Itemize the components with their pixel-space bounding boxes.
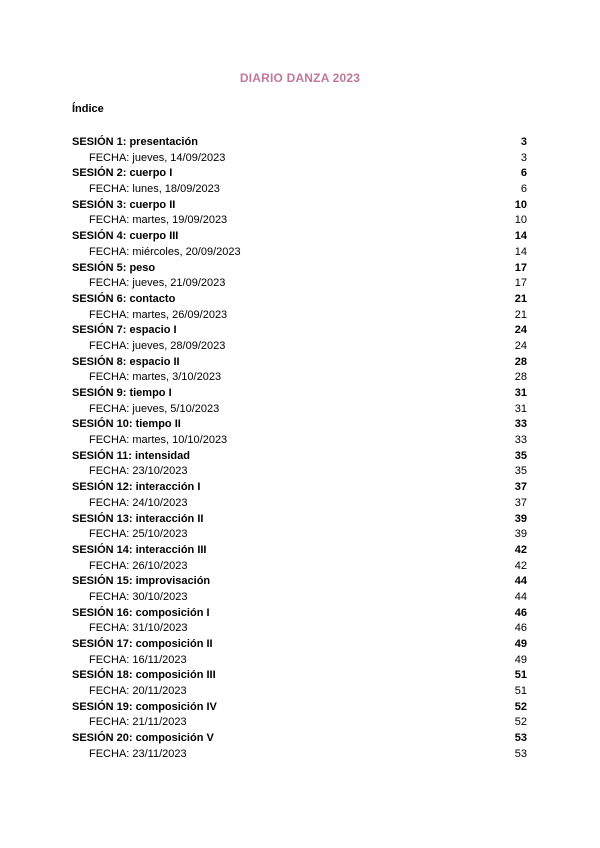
toc-date-link[interactable] — [72, 590, 527, 606]
toc-session-link[interactable] — [72, 731, 527, 747]
toc-page-number: 10 — [514, 198, 527, 211]
toc-date-text: FECHA: jueves, 28/09/2023 — [89, 339, 226, 352]
toc-date-text: FECHA: 31/10/2023 — [89, 622, 188, 635]
toc-page-number: 10 — [514, 214, 527, 227]
toc-session-title: SESIÓN 19: composición IV — [72, 700, 217, 713]
toc-session-link[interactable] — [72, 512, 527, 528]
toc-session-title: SESIÓN 4: cuerpo III — [72, 230, 179, 243]
toc-date-text: FECHA: 21/11/2023 — [89, 716, 187, 729]
toc-page-number: 49 — [514, 638, 527, 650]
toc-entry — [72, 229, 527, 260]
toc-page-number: 24 — [514, 339, 527, 352]
toc-date-link[interactable] — [72, 245, 527, 261]
toc-date-link[interactable] — [72, 308, 527, 324]
toc-date-text: FECHA: 24/10/2023 — [89, 496, 188, 509]
toc-session-title: SESIÓN 14: interacción III — [72, 543, 207, 556]
toc-entry — [72, 731, 527, 762]
toc-entry — [72, 417, 527, 448]
toc-session-link[interactable] — [72, 292, 527, 308]
toc-session-link[interactable] — [72, 355, 527, 371]
toc-date-text: FECHA: jueves, 14/09/2023 — [89, 151, 226, 164]
toc-session-link[interactable] — [72, 386, 527, 402]
toc-date-text: FECHA: miércoles, 20/09/2023 — [89, 245, 241, 258]
toc-date-link[interactable] — [72, 715, 527, 731]
toc-session-link[interactable] — [72, 323, 527, 339]
toc-session-link[interactable] — [72, 417, 527, 433]
toc-page-number: 17 — [514, 277, 527, 290]
toc-session-link[interactable] — [72, 606, 527, 622]
toc-date-link[interactable] — [72, 433, 527, 449]
toc-session-title: SESIÓN 13: interacción II — [72, 512, 204, 525]
toc-date-text: FECHA: 23/10/2023 — [89, 465, 188, 478]
toc-session-title: SESIÓN 18: composición III — [72, 669, 216, 682]
toc-session-title: SESIÓN 1: presentación — [72, 136, 198, 148]
toc-date-link[interactable] — [72, 213, 527, 229]
toc-entry — [72, 637, 527, 668]
toc-date-link[interactable] — [72, 276, 527, 292]
toc-date-text: FECHA: lunes, 18/09/2023 — [89, 183, 220, 196]
toc-date-text: FECHA: 25/10/2023 — [89, 528, 188, 541]
toc-session-title: SESIÓN 7: espacio I — [72, 324, 177, 337]
toc-page-number: 21 — [514, 308, 527, 321]
toc-page-number: 35 — [514, 465, 527, 478]
toc-entry — [72, 166, 527, 197]
toc-page-number: 53 — [514, 747, 527, 760]
toc-page-number: 35 — [514, 449, 527, 462]
toc-page-number: 39 — [514, 528, 527, 541]
toc-session-title: SESIÓN 16: composición I — [72, 606, 210, 619]
toc-page-number: 44 — [514, 575, 527, 588]
toc-date-link[interactable] — [72, 339, 527, 355]
toc-session-link[interactable] — [72, 166, 527, 182]
toc-entry — [72, 480, 527, 511]
table-of-contents — [72, 135, 527, 763]
toc-date-link[interactable] — [72, 402, 527, 418]
toc-date-text: FECHA: martes, 10/10/2023 — [89, 434, 228, 447]
toc-page-number: 14 — [514, 245, 527, 258]
toc-entry — [72, 198, 527, 229]
toc-entry — [72, 668, 527, 699]
toc-page-number: 31 — [514, 387, 527, 399]
toc-page-number: 42 — [514, 543, 527, 556]
toc-date-text: FECHA: 23/11/2023 — [89, 747, 187, 760]
toc-session-link[interactable] — [72, 668, 527, 684]
toc-session-title: SESIÓN 11: intensidad — [72, 449, 190, 462]
toc-date-text: FECHA: jueves, 21/09/2023 — [89, 277, 226, 290]
toc-page-number: 39 — [514, 512, 527, 525]
toc-page-number: 3 — [520, 151, 527, 164]
toc-entry — [72, 449, 527, 480]
toc-date-text: FECHA: 20/11/2023 — [89, 685, 187, 698]
toc-session-title: SESIÓN 17: composición II — [72, 638, 213, 650]
toc-date-link[interactable] — [72, 684, 527, 700]
toc-page-number: 17 — [514, 261, 527, 274]
toc-session-title: SESIÓN 2: cuerpo I — [72, 167, 173, 180]
index-heading: Índice — [72, 103, 104, 115]
toc-entry — [72, 135, 527, 166]
toc-entry — [72, 323, 527, 354]
toc-session-link[interactable] — [72, 198, 527, 214]
toc-date-text: FECHA: 16/11/2023 — [89, 653, 187, 666]
toc-session-title: SESIÓN 9: tiempo I — [72, 387, 172, 399]
toc-entry — [72, 355, 527, 386]
document-title: DIARIO DANZA 2023 — [239, 71, 361, 85]
toc-page-number: 42 — [514, 559, 527, 572]
toc-date-link[interactable] — [72, 747, 527, 763]
toc-date-text: FECHA: martes, 3/10/2023 — [89, 371, 222, 384]
toc-date-text: FECHA: 30/10/2023 — [89, 590, 188, 603]
toc-page-number: 51 — [514, 669, 527, 682]
toc-session-link[interactable] — [72, 700, 527, 716]
toc-entry — [72, 292, 527, 323]
toc-page-number: 49 — [514, 653, 527, 666]
toc-session-title: SESIÓN 20: composición V — [72, 732, 214, 745]
toc-date-text: FECHA: martes, 19/09/2023 — [89, 214, 228, 227]
toc-page-number: 52 — [514, 716, 527, 729]
toc-session-link[interactable] — [72, 229, 527, 245]
toc-session-link[interactable] — [72, 480, 527, 496]
toc-entry — [72, 543, 527, 574]
toc-session-title: SESIÓN 8: espacio II — [72, 355, 180, 368]
toc-page-number: 31 — [514, 402, 527, 415]
toc-session-title: SESIÓN 5: peso — [72, 261, 156, 274]
toc-date-link[interactable] — [72, 182, 527, 198]
toc-session-title: SESIÓN 10: tiempo II — [72, 418, 181, 431]
toc-page-number: 33 — [514, 418, 527, 431]
toc-session-link[interactable] — [72, 261, 527, 277]
toc-page-number: 28 — [514, 371, 527, 384]
toc-session-link[interactable] — [72, 637, 527, 653]
toc-date-link[interactable] — [72, 464, 527, 480]
toc-page-number: 53 — [514, 732, 527, 745]
toc-session-link[interactable] — [72, 574, 527, 590]
toc-date-text: FECHA: jueves, 5/10/2023 — [89, 402, 220, 415]
toc-page-number: 51 — [514, 685, 527, 698]
toc-date-link[interactable] — [72, 527, 527, 543]
toc-session-link[interactable] — [72, 543, 527, 559]
toc-page-number: 3 — [520, 136, 527, 148]
toc-page-number: 37 — [514, 481, 527, 494]
toc-entry — [72, 574, 527, 605]
toc-page-number: 14 — [514, 230, 527, 243]
toc-date-link[interactable] — [72, 496, 527, 512]
toc-session-title: SESIÓN 12: interacción I — [72, 481, 201, 494]
toc-date-link[interactable] — [72, 559, 527, 575]
toc-page-number: 6 — [520, 183, 527, 196]
toc-page-number: 37 — [514, 496, 527, 509]
toc-page-number: 28 — [514, 355, 527, 368]
toc-entry — [72, 261, 527, 292]
toc-session-title: SESIÓN 15: improvisación — [72, 575, 211, 588]
toc-session-link[interactable] — [72, 449, 527, 465]
toc-entry — [72, 386, 527, 417]
toc-entry — [72, 700, 527, 731]
toc-page-number: 44 — [514, 590, 527, 603]
toc-session-link[interactable] — [72, 135, 527, 151]
toc-date-link[interactable] — [72, 621, 527, 637]
toc-session-title: SESIÓN 3: cuerpo II — [72, 198, 176, 211]
toc-date-link[interactable] — [72, 370, 527, 386]
toc-entry — [72, 606, 527, 637]
toc-page-number: 46 — [514, 622, 527, 635]
toc-page-number: 33 — [514, 434, 527, 447]
toc-page-number: 24 — [514, 324, 527, 337]
toc-page-number: 6 — [520, 167, 527, 180]
toc-date-text: FECHA: martes, 26/09/2023 — [89, 308, 228, 321]
toc-session-title: SESIÓN 6: contacto — [72, 292, 176, 305]
toc-page-number: 21 — [514, 292, 527, 305]
toc-date-link[interactable] — [72, 151, 527, 167]
toc-date-link[interactable] — [72, 653, 527, 669]
toc-entry — [72, 512, 527, 543]
toc-page-number: 46 — [514, 606, 527, 619]
toc-page-number: 52 — [514, 700, 527, 713]
toc-date-text: FECHA: 26/10/2023 — [89, 559, 188, 572]
